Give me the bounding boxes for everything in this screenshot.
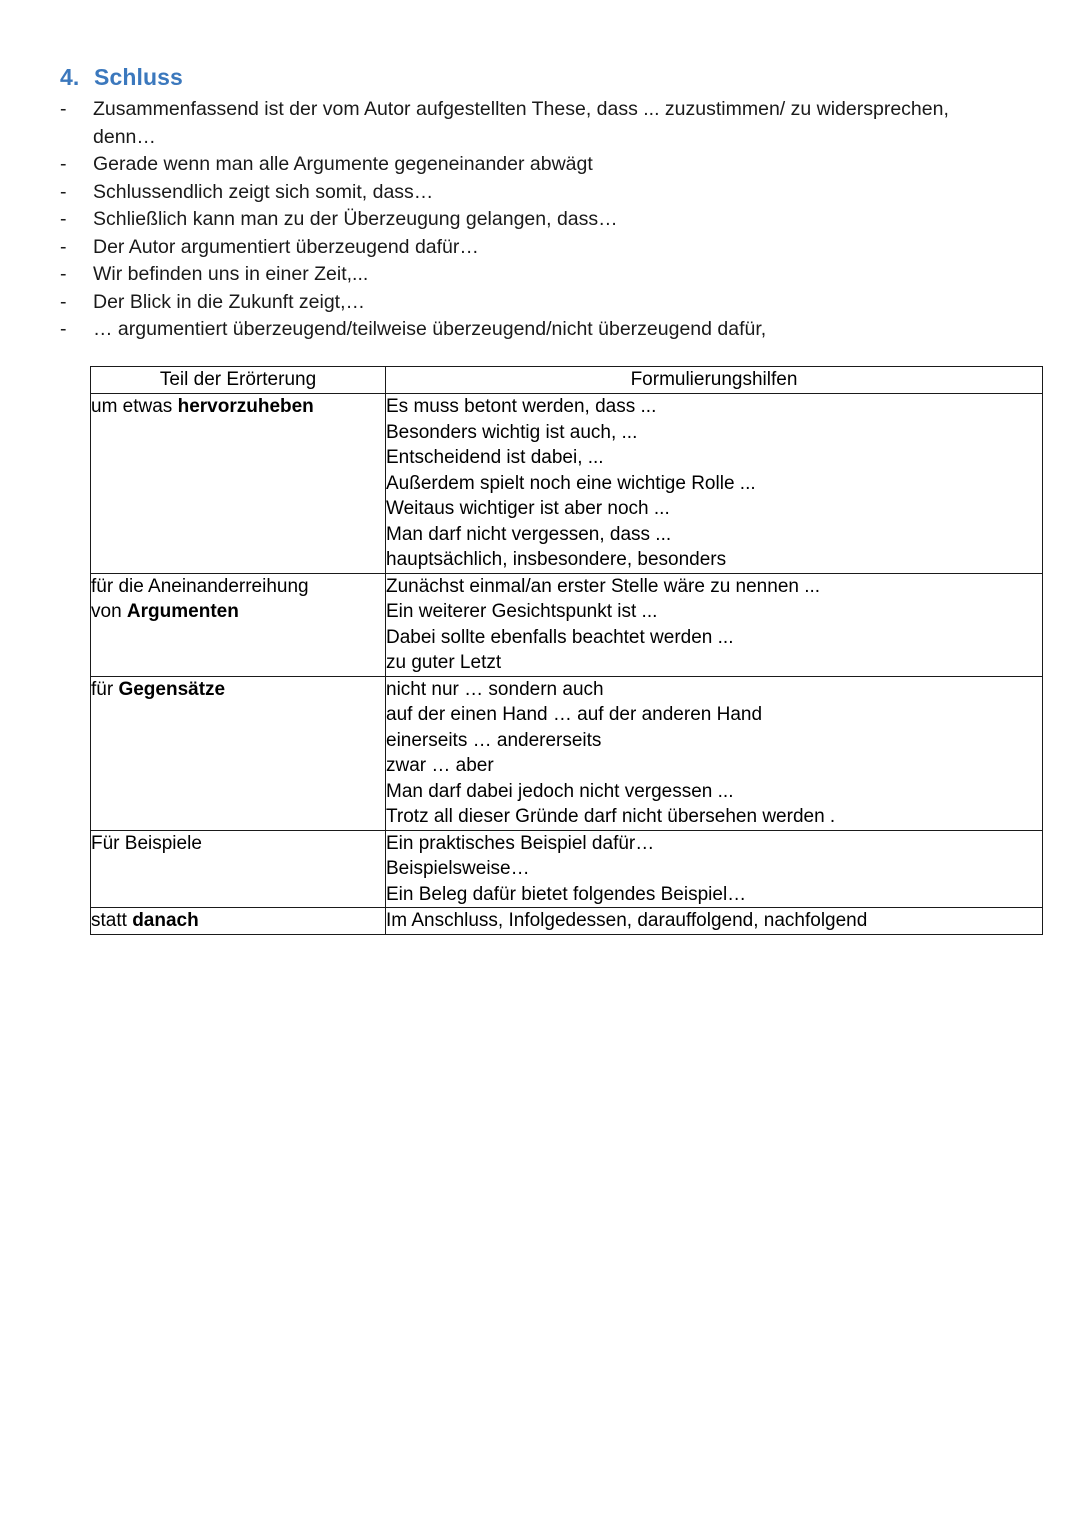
- category-line: [91, 599, 385, 625]
- category-line: [91, 574, 385, 600]
- table-row: [91, 830, 1043, 908]
- bullet-dash-marker: -: [60, 235, 67, 258]
- list-item-label: Schließlich kann man zu der Überzeugung gelangen, dass…: [93, 208, 618, 230]
- category-line: [91, 394, 385, 420]
- table-cell-category: [91, 394, 386, 574]
- list-item: [60, 206, 990, 234]
- phrase-line: Entscheidend ist dabei, ...: [386, 447, 604, 468]
- phrase-line: Im Anschluss, Infolgedessen, darauffolgend, nachfolgend: [386, 910, 868, 931]
- table-cell-category: [91, 908, 386, 935]
- table-cell-phrases: [386, 573, 1043, 676]
- table-row: [91, 573, 1043, 676]
- phrase-line: Besonders wichtig ist auch, ...: [386, 421, 638, 443]
- list-item-label: Der Autor argumentiert überzeugend dafür…: [93, 235, 479, 258]
- phrase-table-container: [90, 366, 1042, 935]
- phrase-table: [90, 366, 1043, 935]
- phrase-line: hauptsächlich, insbesondere, besonders: [386, 549, 727, 570]
- phrase-line: auf der einen Hand … auf der anderen Hand: [386, 704, 763, 725]
- category-line: [91, 677, 385, 703]
- category-text-plain: statt: [91, 910, 133, 931]
- category-text-plain: für: [91, 678, 119, 700]
- list-item: [60, 151, 990, 179]
- bullet-dash-marker: -: [60, 98, 67, 120]
- category-text-plain: um etwas: [91, 396, 178, 417]
- phrase-line: nicht nur … sondern auch: [386, 678, 604, 700]
- category-line: [91, 908, 385, 934]
- column-header-part: Teil der Erörterung: [91, 367, 386, 394]
- table-cell-category: [91, 676, 386, 830]
- list-item: [60, 179, 990, 207]
- phrase-line: Man darf dabei jedoch nicht vergessen ...: [386, 780, 734, 802]
- phrase-line: Dabei sollte ebenfalls beachtet werden ...: [386, 626, 734, 648]
- category-line: [91, 831, 385, 857]
- category-text-emphasis: hervorzuheben: [177, 396, 314, 417]
- bullet-dash-marker: -: [60, 208, 67, 230]
- table-header-row: [91, 367, 1043, 394]
- list-item-label: Wir befinden uns in einer Zeit,...: [93, 263, 369, 285]
- phrase-line: Beispielsweise…: [386, 858, 530, 879]
- category-text-emphasis: Argumenten: [126, 601, 239, 622]
- table-cell-phrases: [386, 908, 1043, 935]
- bullet-dash-marker: -: [60, 318, 67, 340]
- phrase-line: Außerdem spielt noch eine wichtige Rolle ...: [386, 472, 756, 494]
- section-title-text: Schluss: [94, 64, 183, 90]
- table-cell-phrases: [386, 394, 1043, 574]
- table-row: [91, 676, 1043, 830]
- table-cell-phrases: [386, 830, 1043, 908]
- table-body: [91, 394, 1043, 935]
- phrase-line: Zunächst einmal/an erster Stelle wäre zu nennen ...: [386, 575, 821, 597]
- phrase-line: Ein praktisches Beispiel dafür…: [386, 832, 655, 854]
- list-item: [60, 261, 990, 289]
- page-title: [60, 64, 183, 91]
- table-cell-category: [91, 830, 386, 908]
- phrase-line: einerseits … andererseits: [386, 729, 602, 751]
- phrase-line: Trotz all dieser Gründe darf nicht übersehen werden .: [386, 806, 836, 827]
- table-row: [91, 394, 1043, 574]
- list-item-label: Schlussendlich zeigt sich somit, dass…: [93, 180, 434, 203]
- phrase-line: Ein Beleg dafür bietet folgendes Beispiel…: [386, 883, 747, 905]
- list-item-label: Der Blick in die Zukunft zeigt,…: [93, 290, 366, 313]
- bullet-dash-marker: -: [60, 153, 67, 175]
- category-text-plain: Für Beispiele: [91, 832, 202, 854]
- bullet-dash-marker: -: [60, 180, 67, 203]
- table-cell-phrases: [386, 676, 1043, 830]
- phrase-line: Ein weiterer Gesichtspunkt ist ...: [386, 601, 658, 622]
- list-item: [60, 316, 990, 344]
- phrase-line: Man darf nicht vergessen, dass ...: [386, 523, 672, 545]
- table-header: [91, 367, 1043, 394]
- list-item-label: … argumentiert überzeugend/teilweise überzeugend/nicht überzeugend dafür,: [93, 318, 767, 340]
- table-cell-category: [91, 573, 386, 676]
- category-text-plain: von: [91, 601, 127, 622]
- category-text-plain: für die Aneinanderreihung: [91, 575, 309, 597]
- list-item-label: Gerade wenn man alle Argumente gegeneinander abwägt: [93, 153, 593, 175]
- list-item-label: Zusammenfassend ist der vom Autor aufgestellten These, dass ... zuzustimmen/ zu widersprechen, denn…: [93, 98, 949, 148]
- bullet-dash-marker: -: [60, 263, 67, 285]
- category-text-emphasis: danach: [132, 910, 199, 931]
- phrase-line: zu guter Letzt: [386, 652, 502, 673]
- closing-phrases-list: [60, 96, 990, 344]
- phrase-line: zwar … aber: [386, 755, 494, 776]
- list-item: [60, 289, 990, 317]
- table-row: [91, 908, 1043, 935]
- phrase-line: Weitaus wichtiger ist aber noch ...: [386, 498, 670, 519]
- list-item: [60, 96, 990, 151]
- category-text-emphasis: Gegensätze: [118, 678, 226, 700]
- column-header-phrases: Formulierungshilfen: [386, 367, 1043, 394]
- list-item: [60, 234, 990, 262]
- section-number: 4.: [60, 64, 80, 90]
- bullet-dash-marker: -: [60, 290, 67, 313]
- phrase-line: Es muss betont werden, dass ...: [386, 396, 657, 417]
